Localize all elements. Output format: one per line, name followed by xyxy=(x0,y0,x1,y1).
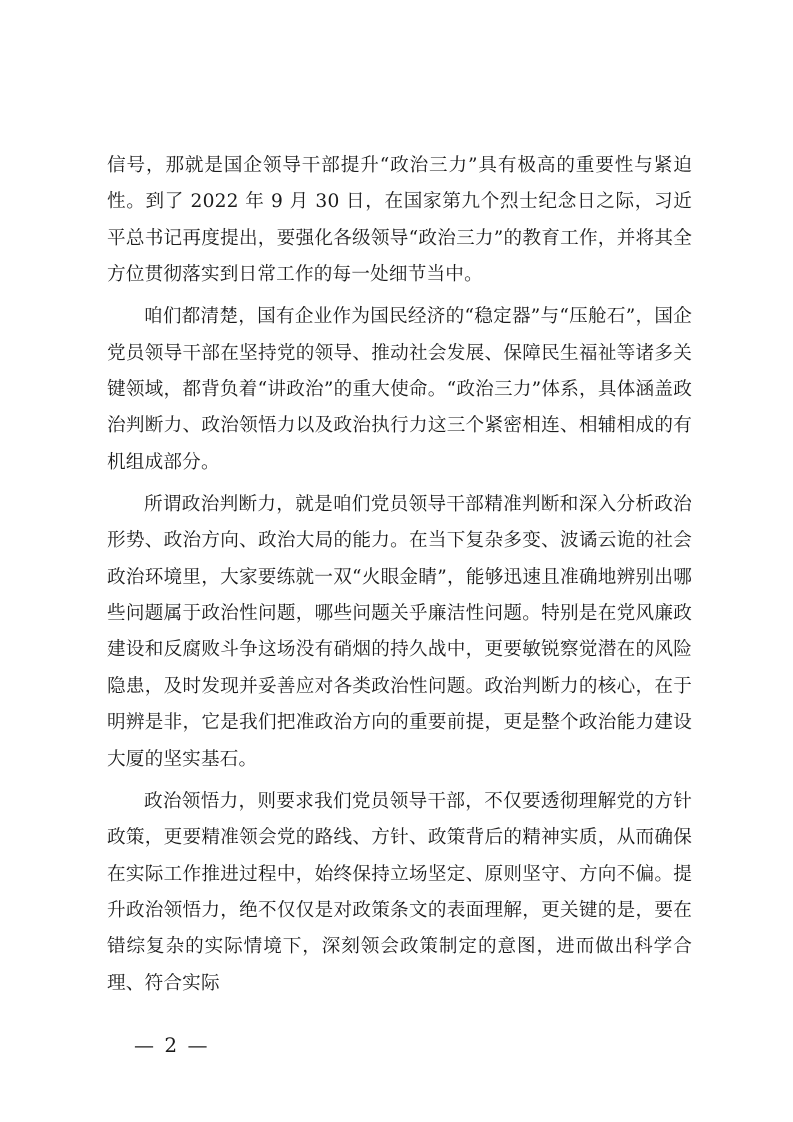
page-number: — 2 — xyxy=(134,1033,210,1057)
paragraph-4: 政治领悟力，则要求我们党员领导干部，不仅要透彻理解党的方针政策，更要精准领会党的路线、方针、政策背后的精神实质，从而确保在实际工作推进过程中，始终保持立场坚定、原则坚守、方向不偏。提升政治领悟力，绝不仅仅是对政策条文的表面理解，更关键的是，要在错综复杂的实际情境下，深刻领会政策制定的意图，进而做出科学合理、符合实际 xyxy=(107,790,692,994)
paragraph-3: 所谓政治判断力，就是咱们党员领导干部精准判断和深入分析政治形势、政治方向、政治大局的能力。在当下复杂多变、波谲云诡的社会政治环境里，大家要练就一双“火眼金睛”，能够迅速且准确地辨别出哪些问题属于政治性问题，哪些问题关乎廉洁性问题。特别是在党风廉政建设和反腐败斗争这场没有硝烟的持久战中，更要敏锐察觉潜在的风险隐患，及时发现并妥善应对各类政治性问题。政治判断力的核心，在于明辨是非，它是我们把准政治方向的重要前提，更是整个政治能力建设大厦的坚实基石。 xyxy=(107,493,692,770)
paragraph-2: 咱们都清楚，国有企业作为国民经济的“稳定器”与“压舱石”，国企党员领导干部在坚持党的领导、推动社会发展、保障民生福祉等诸多关键领域，都背负着“讲政治”的重大使命。“政治三力”体系，具体涵盖政治判断力、政治领悟力以及政治执行力这三个紧密相连、相辅相成的有机组成部分。 xyxy=(107,306,692,473)
paragraph-1: 信号，那就是国企领导干部提升“政治三力”具有极高的重要性与紧迫性。到了 2022 年 9 月 30 日，在国家第九个烈士纪念日之际，习近平总书记再度提出，要强化各级领导“政治三力”的教育工作，并将其全方位贯彻落实到日常工作的每一处细节当中。 xyxy=(107,155,692,286)
document-body xyxy=(107,148,692,1008)
